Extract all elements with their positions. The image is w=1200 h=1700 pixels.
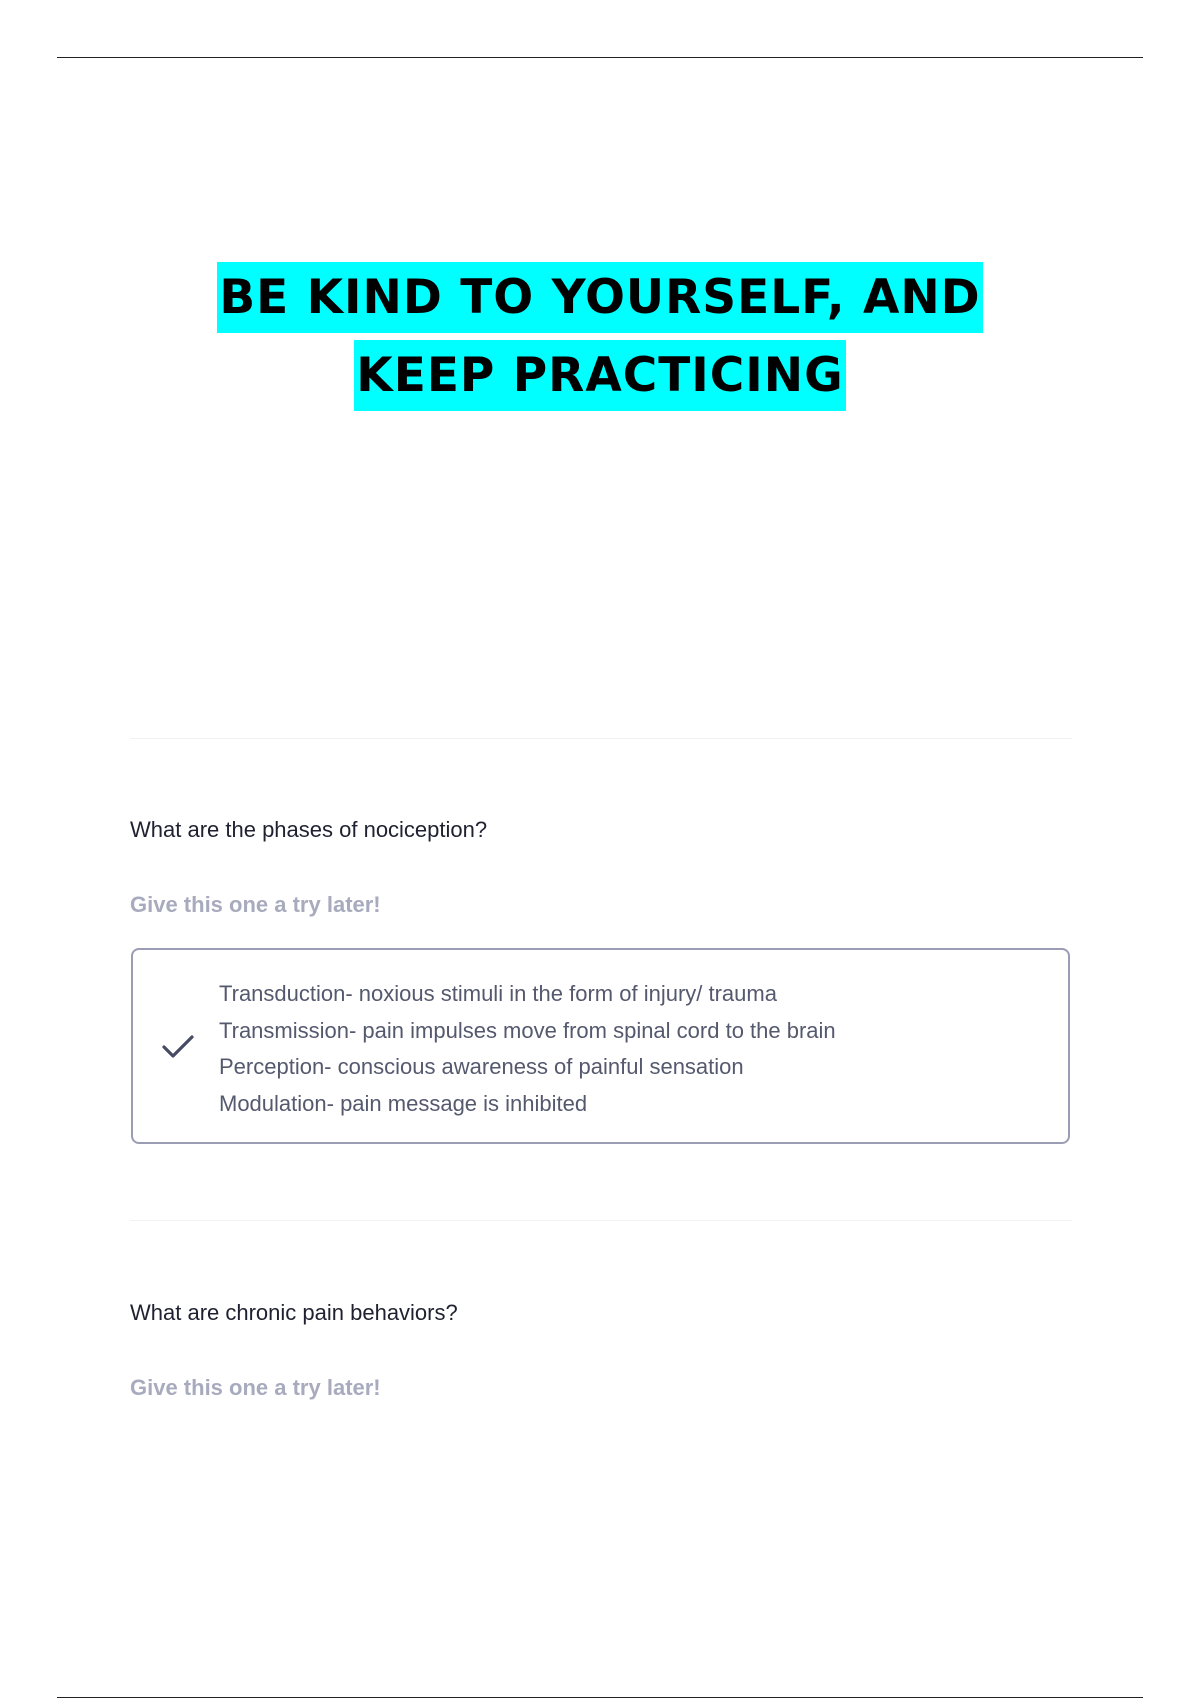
section-divider	[130, 1220, 1072, 1221]
section-divider	[130, 738, 1072, 739]
checkmark-icon	[161, 1033, 195, 1061]
bottom-rule	[57, 1697, 1143, 1698]
answer-line: Transmission- pain impulses move from spinal cord to the brain	[219, 1017, 836, 1043]
answer-line: Modulation- pain message is inhibited	[219, 1090, 588, 1116]
answer-card	[131, 948, 1070, 1144]
try-later-hint: Give this one a try later!	[130, 1375, 381, 1400]
answer-line: Perception- conscious awareness of painful sensation	[219, 1054, 744, 1079]
answer-text	[219, 976, 836, 1122]
question-text: What are chronic pain behaviors?	[130, 1300, 458, 1325]
top-rule	[57, 57, 1143, 58]
try-later-hint: Give this one a try later!	[130, 892, 381, 917]
answer-line: Transduction- noxious stimuli in the form of injury/ trauma	[219, 981, 777, 1006]
motivational-banner	[0, 262, 1200, 418]
banner-line-2: KEEP PRACTICING	[354, 340, 845, 411]
question-text: What are the phases of nociception?	[130, 817, 488, 842]
banner-line-1: BE KIND TO YOURSELF, AND	[217, 262, 982, 333]
